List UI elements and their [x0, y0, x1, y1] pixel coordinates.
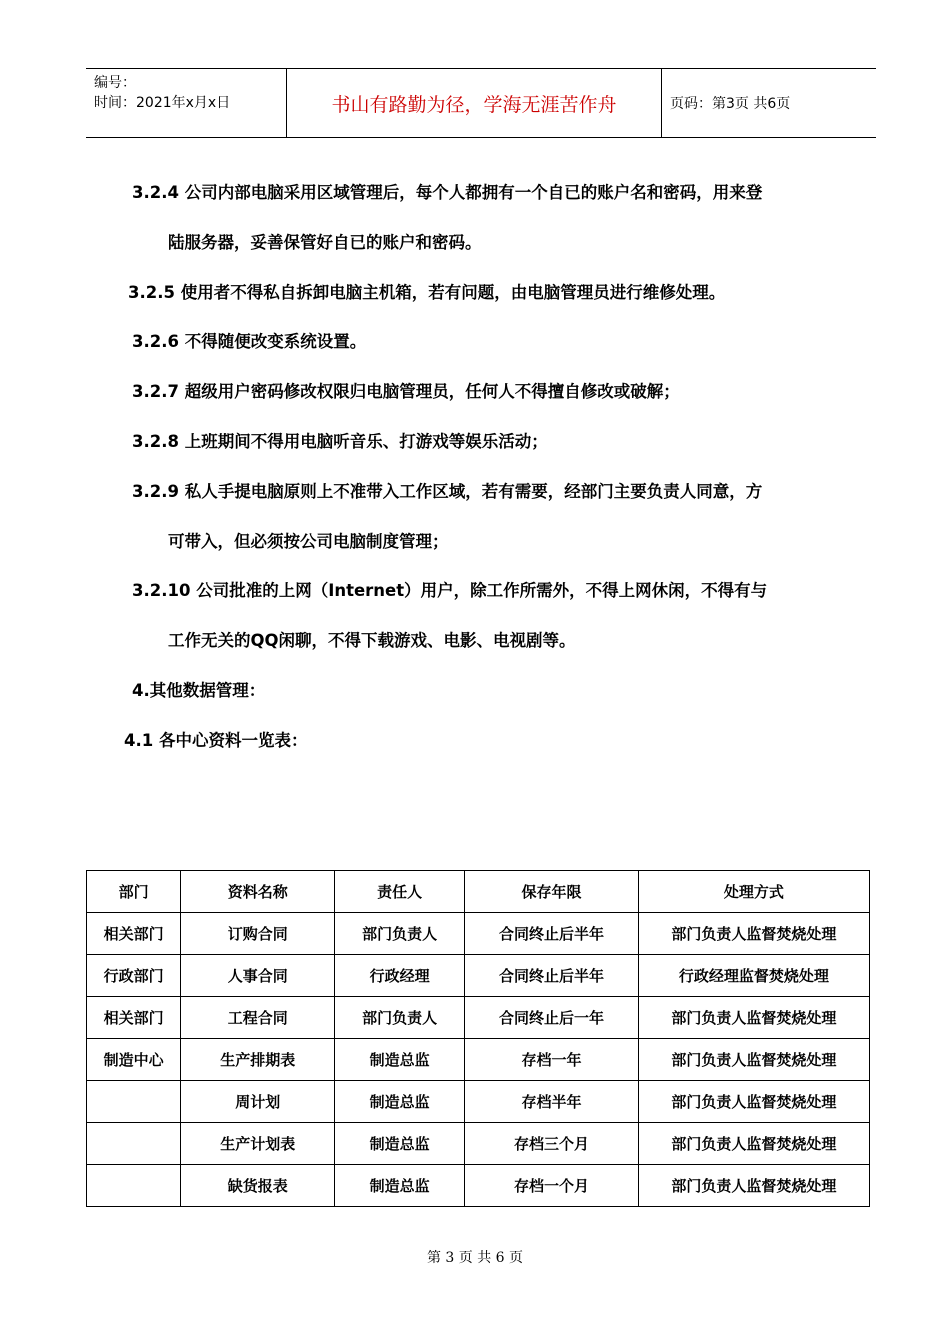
table-header-cell: 部门: [87, 871, 181, 913]
header-page-info: 页码：第3页 共6页: [670, 96, 791, 112]
paragraph-3-2-10: 3.2.10 公司批准的上网（Internet）用户，除工作所需外，不得上网休闲，不得有与: [132, 581, 768, 600]
table-cell: 存档一个月: [465, 1165, 639, 1207]
table-cell: 部门负责人监督焚烧处理: [638, 1039, 869, 1081]
paragraph-3-2-9-cont: 可带入，但必须按公司电脑制度管理；: [168, 532, 449, 551]
table-cell: 部门负责人监督焚烧处理: [638, 1123, 869, 1165]
table-cell: 工程合同: [181, 997, 335, 1039]
table-row: [87, 1123, 870, 1165]
table-cell: 行政部门: [87, 955, 181, 997]
table-cell: 人事合同: [181, 955, 335, 997]
data-table: [86, 870, 870, 1207]
table-cell: 制造总监: [335, 1081, 465, 1123]
table-header-row: [87, 871, 870, 913]
table-cell: 部门负责人: [335, 997, 465, 1039]
table-row: [87, 955, 870, 997]
page-footer: 第 3 页 共 6 页: [426, 1250, 524, 1266]
table-cell: 部门负责人监督焚烧处理: [638, 913, 869, 955]
header-time: 时间：2021年x月x日: [94, 95, 231, 111]
paragraph-3-2-4: 3.2.4 公司内部电脑采用区域管理后，每个人都拥有一个自已的账户名和密码，用来登: [132, 183, 763, 202]
table-cell: 存档一年: [465, 1039, 639, 1081]
table-cell: 相关部门: [87, 913, 181, 955]
paragraph-3-2-5: 3.2.5 使用者不得私自拆卸电脑主机箱，若有问题，由电脑管理员进行维修处理。: [128, 283, 726, 302]
header-motto: 书山有路勤为径，学海无涯苦作舟: [331, 93, 617, 116]
table-cell: [87, 1165, 181, 1207]
table-cell: 部门负责人: [335, 913, 465, 955]
table-cell: [87, 1081, 181, 1123]
table-cell: 部门负责人监督焚烧处理: [638, 1165, 869, 1207]
table-cell: 订购合同: [181, 913, 335, 955]
table-cell: 制造总监: [335, 1039, 465, 1081]
paragraph-3-2-8: 3.2.8 上班期间不得用电脑听音乐、打游戏等娱乐活动；: [132, 432, 548, 451]
table-cell: 存档半年: [465, 1081, 639, 1123]
table-header-cell: 处理方式: [638, 871, 869, 913]
table-row: [87, 1081, 870, 1123]
table-cell: 合同终止后半年: [465, 955, 639, 997]
table-cell: 缺货报表: [181, 1165, 335, 1207]
table-row: [87, 913, 870, 955]
table-cell: 行政经理: [335, 955, 465, 997]
table-cell: 相关部门: [87, 997, 181, 1039]
table-header-cell: 资料名称: [181, 871, 335, 913]
table-cell: 部门负责人监督焚烧处理: [638, 1081, 869, 1123]
paragraph-3-2-9: 3.2.9 私人手提电脑原则上不准带入工作区域，若有需要，经部门主要负责人同意，方: [132, 482, 763, 501]
section-heading-4-1: 4.1 各中心资料一览表：: [124, 731, 308, 750]
table-cell: 存档三个月: [465, 1123, 639, 1165]
table-cell: 合同终止后一年: [465, 997, 639, 1039]
paragraph-3-2-7: 3.2.7 超级用户密码修改权限归电脑管理员，任何人不得擅自修改或破解；: [132, 382, 680, 401]
page-header: [86, 68, 876, 138]
table-cell: 制造总监: [335, 1165, 465, 1207]
table-cell: 生产计划表: [181, 1123, 335, 1165]
header-divider: [661, 69, 662, 137]
table-cell: [87, 1123, 181, 1165]
table-row: [87, 997, 870, 1039]
section-heading-4: 4.其他数据管理：: [132, 681, 266, 700]
table-cell: 周计划: [181, 1081, 335, 1123]
paragraph-3-2-4-cont: 陆服务器，妥善保管好自已的账户和密码。: [168, 233, 482, 252]
table-cell: 行政经理监督焚烧处理: [638, 955, 869, 997]
paragraph-3-2-10-cont: 工作无关的QQ闲聊，不得下载游戏、电影、电视剧等。: [168, 631, 576, 650]
table-row: [87, 1039, 870, 1081]
header-meta: [94, 73, 284, 113]
table-header-cell: 责任人: [335, 871, 465, 913]
paragraph-3-2-6: 3.2.6 不得随便改变系统设置。: [132, 332, 367, 351]
table-cell: 制造总监: [335, 1123, 465, 1165]
table-cell: 部门负责人监督焚烧处理: [638, 997, 869, 1039]
table-header-cell: 保存年限: [465, 871, 639, 913]
table-cell: 制造中心: [87, 1039, 181, 1081]
header-number: 编号：: [94, 75, 136, 91]
table-cell: 合同终止后半年: [465, 913, 639, 955]
table-row: [87, 1165, 870, 1207]
table-cell: 生产排期表: [181, 1039, 335, 1081]
